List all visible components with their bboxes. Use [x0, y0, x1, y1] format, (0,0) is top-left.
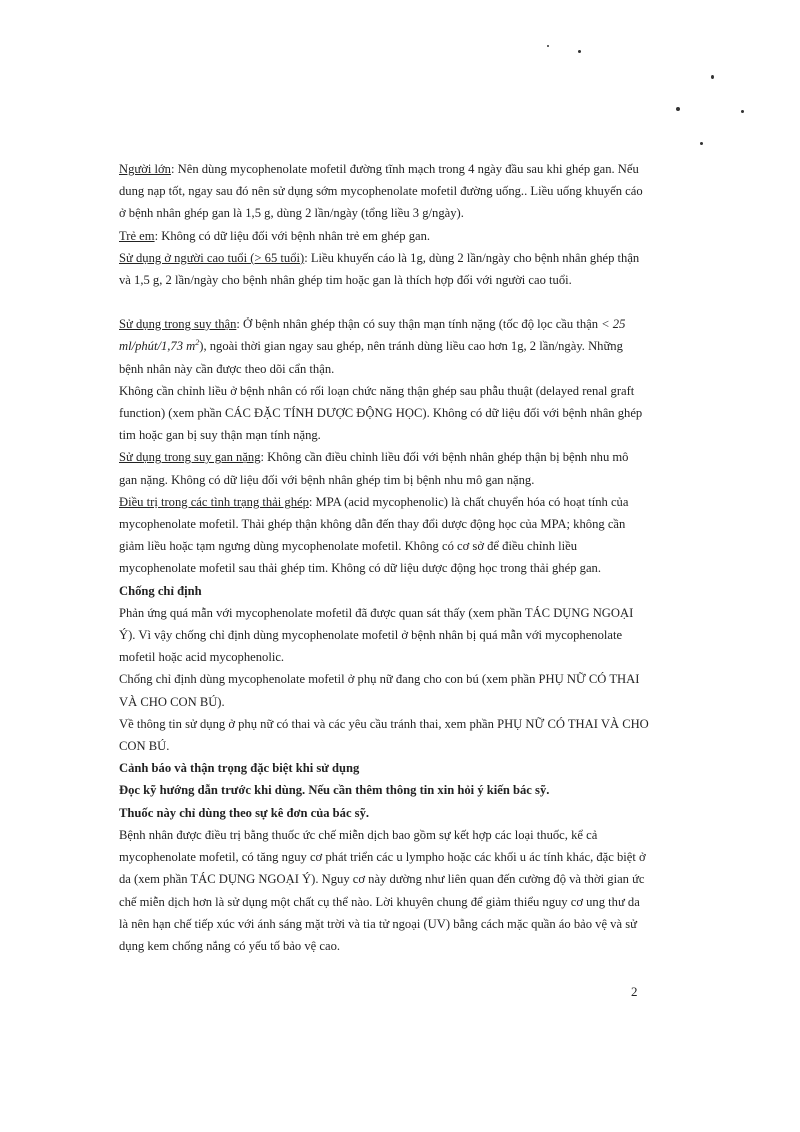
scan-speck: [741, 110, 744, 113]
renal-delayed-paragraph: Không cần chỉnh liều ở bệnh nhân có rối loạn chức năng thận ghép sau phẫu thuật (delayed renal graft function) (xem phần CÁC ĐẶC TÍNH DƯỢC ĐỘNG HỌC). Không có dữ liệu đối với bệnh nhân ghép tim hoặc gan bị suy thận mạn tính nặng.: [119, 383, 643, 443]
warnings-heading: Cảnh báo và thận trọng đặc biệt khi sử dụng: [119, 761, 360, 776]
warnings-body: Bệnh nhân được điều trị bằng thuốc ức chế miễn dịch bao gồm sự kết hợp các loại thuốc, kể cả mycophenolate mofetil, có tăng nguy cơ phát triển các u lympho hoặc các khối u ác tính khác, đặc biệt ở da (xem phần TÁC DỤNG NGOẠI Ý). Nguy cơ này dường như liên quan đến cường độ và thời gian ức chế miễn dịch hơn là sử dụng một chất cụ thể nào. Lời khuyên chung để giảm thiểu nguy cơ ung thư da là nên hạn chế tiếp xúc với ánh sáng mặt trời và tia tử ngoại (UV) bằng cách mặc quần áo bảo vệ và sử dụng kem chống nắng có yếu tố bảo vệ cao.: [119, 827, 646, 953]
renal-paragraph: [119, 313, 649, 380]
rejection-label: Điều trị trong các tình trạng thải ghép: [119, 494, 309, 509]
renal-rate: < 25 ml/phút/1,73 m: [119, 317, 626, 354]
renal-text-a: : Ở bệnh nhân ghép thận có suy thận mạn tính nặng (tốc độ lọc cầu thận: [236, 317, 602, 332]
renal-rate-sup: 2: [195, 338, 200, 348]
paragraph-gap: [119, 291, 649, 313]
contraindications-heading: Chống chỉ định: [119, 583, 202, 598]
contraindications-p3: Về thông tin sử dụng ở phụ nữ có thai và các yêu cầu tránh thai, xem phần PHỤ NỮ CÓ THAI VÀ CHO CON BÚ.: [119, 716, 649, 754]
renal-label: Sử dụng trong suy thận: [119, 317, 237, 332]
page-number: 2: [631, 984, 638, 999]
hepatic-text: : Không cần điều chỉnh liều đối với bệnh nhân ghép thận bị bệnh nhu mô gan nặng. Không có dữ liệu đối với bệnh nhân ghép tim bị bệnh nhu mô gan nặng.: [119, 450, 629, 487]
warnings-read-notice: Đọc kỹ hướng dẫn trước khi dùng. Nếu cần thêm thông tin xin hỏi ý kiến bác sỹ.: [119, 783, 550, 798]
scan-speck: [578, 50, 581, 53]
children-label: Trẻ em: [119, 228, 155, 243]
children-text: : Không có dữ liệu đối với bệnh nhân trẻ em ghép gan.: [154, 228, 431, 243]
document-page: [119, 158, 649, 957]
renal-text-b: ), ngoài thời gian ngay sau ghép, nên tránh dùng liều cao hơn 1g, 2 lần/ngày. Những bệnh nhân này cần được theo dõi cẩn thận.: [119, 339, 623, 376]
elderly-label: Sử dụng ở người cao tuổi (> 65 tuổi): [119, 250, 305, 265]
hepatic-label: Sử dụng trong suy gan nặng: [119, 450, 261, 465]
adults-label: Người lớn: [119, 162, 171, 176]
rejection-text: : MPA (acid mycophenolic) là chất chuyển hóa có hoạt tính của mycophenolate mofetil. Thải ghép thận không dẫn đến thay đổi dược động học của MPA; không cần giảm liều hoặc tạm ngưng dùng mycophenolate mofetil. Không có cơ sở để điều chỉnh liều mycophenolate mofetil sau thải ghép tim. Không có dữ liệu dược động học trong thải ghép gan.: [119, 494, 629, 576]
warnings-prescription-notice: Thuốc này chỉ dùng theo sự kê đơn của bác sỹ.: [119, 805, 370, 820]
elderly-text: : Liều khuyến cáo là 1g, dùng 2 lần/ngày cho bệnh nhân ghép thận và 1,5 g, 2 lần/ngày cho bệnh nhân ghép tim hoặc gan là thích hợp đối với người cao tuổi.: [119, 250, 640, 288]
scan-speck: [700, 142, 703, 145]
contraindications-p1: Phản ứng quá mẫn với mycophenolate mofetil đã được quan sát thấy (xem phần TÁC DỤNG NGOẠI Ý). Vì vậy chống chỉ định dùng mycophenolate mofetil ở bệnh nhân bị quá mẫn với mycophenolate mofetil hoặc acid mycophenolic.: [119, 605, 634, 665]
elderly-paragraph: [119, 247, 649, 291]
hepatic-paragraph: [119, 446, 649, 490]
scan-speck: [676, 107, 680, 111]
adults-paragraph: [119, 158, 649, 225]
rejection-paragraph: [119, 491, 649, 580]
scan-speck: [547, 45, 549, 47]
adults-text: : Nên dùng mycophenolate mofetil đường tĩnh mạch trong 4 ngày đầu sau khi ghép gan. Nếu dung nạp tốt, ngay sau đó nên sử dụng sớm mycophenolate mofetil đường uống.. Liều uống khuyến cáo ở bệnh nhân ghép gan là 1,5 g, dùng 2 lần/ngày (tổng liều 3 g/ngày).: [119, 162, 643, 221]
scan-speck: [711, 75, 714, 79]
contraindications-p2: Chống chỉ định dùng mycophenolate mofetil ở phụ nữ đang cho con bú (xem phần PHỤ NỮ CÓ THAI VÀ CHO CON BÚ).: [119, 672, 640, 709]
children-paragraph: [119, 225, 649, 247]
